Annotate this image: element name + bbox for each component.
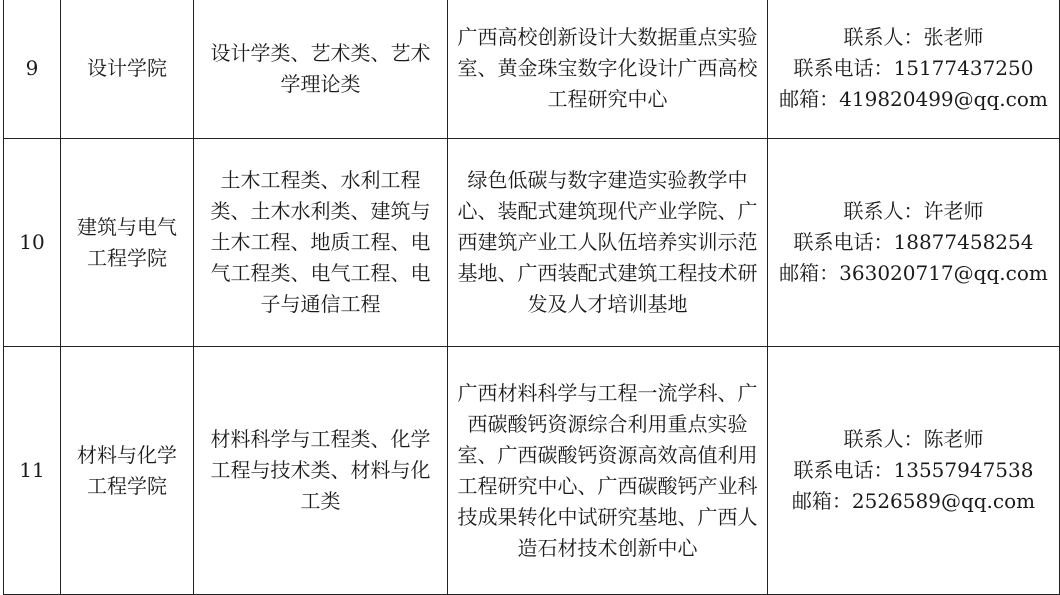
college-name: 建筑与电气工程学院	[61, 139, 194, 347]
row-number: 9	[4, 0, 61, 139]
contact-email: 邮箱：2526589@qq.com	[791, 489, 1036, 513]
platforms-cell: 绿色低碳与数字建造实验教学中心、装配式建筑现代产业学院、广西建筑产业工人队伍培养实训示范基地、广西装配式建筑工程技术研发及人才培训基地	[448, 139, 768, 347]
platforms-cell: 广西材料科学与工程一流学科、广西碳酸钙资源综合利用重点实验室、广西碳酸钙资源高效高值利用工程研究中心、广西碳酸钙产业科技成果转化中试研究基地、广西人造石材技术创新中心	[448, 347, 768, 595]
contact-person: 联系人：陈老师	[843, 427, 984, 451]
row-number: 10	[4, 139, 61, 347]
contact-phone: 联系电话：18877458254	[793, 230, 1034, 254]
majors-cell: 设计学类、艺术类、艺术学理论类	[194, 0, 448, 139]
contact-cell	[768, 347, 1060, 595]
college-name: 设计学院	[61, 0, 194, 139]
platforms-cell: 广西高校创新设计大数据重点实验室、黄金珠宝数字化设计广西高校工程研究中心	[448, 0, 768, 139]
majors-cell: 材料科学与工程类、化学工程与技术类、材料与化工类	[194, 347, 448, 595]
contact-cell	[768, 0, 1060, 139]
table-row	[4, 347, 1060, 595]
contact-email: 邮箱：419820499@qq.com	[779, 87, 1048, 111]
college-name: 材料与化学工程学院	[61, 347, 194, 595]
table-row	[4, 0, 1060, 139]
majors-cell: 土木工程类、水利工程类、土木水利类、建筑与土木工程、地质工程、电气工程类、电气工程、电子与通信工程	[194, 139, 448, 347]
contact-person: 联系人：张老师	[843, 25, 984, 49]
college-contact-table	[3, 0, 1060, 595]
contact-phone: 联系电话：13557947538	[793, 458, 1034, 482]
row-number: 11	[4, 347, 61, 595]
contact-cell	[768, 139, 1060, 347]
contact-person: 联系人：许老师	[843, 199, 984, 223]
contact-phone: 联系电话：15177437250	[793, 56, 1034, 80]
table-row	[4, 139, 1060, 347]
contact-email: 邮箱：363020717@qq.com	[779, 261, 1048, 285]
